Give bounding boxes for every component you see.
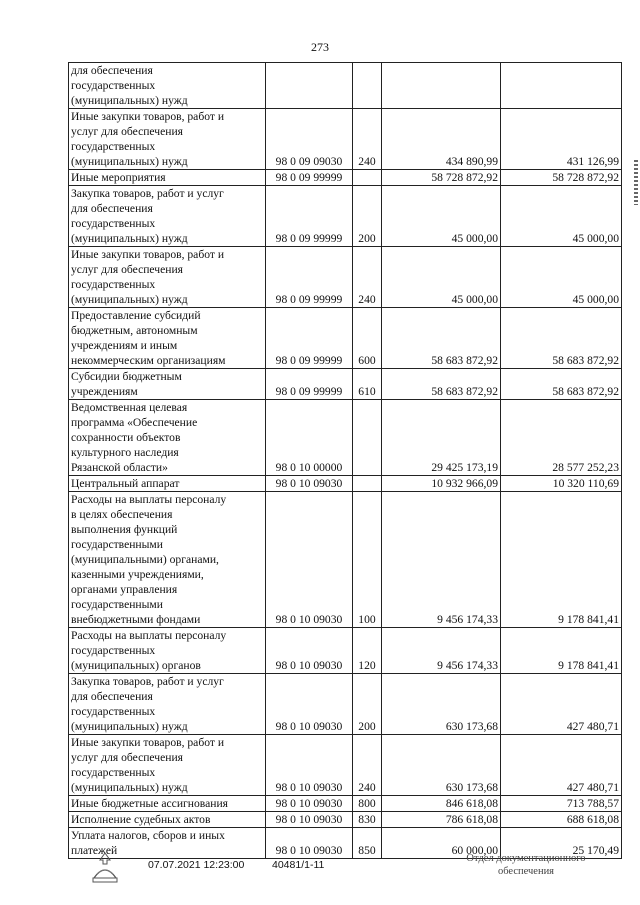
footer-doc-number: 40481/1-11 [272,859,325,871]
target-article-code-cell: 98 0 09 99999 [266,247,353,308]
expense-name-line: бюджетным, автономным [71,324,198,337]
expense-name-line: для обеспечения [71,202,153,215]
expense-type-cell: 120 [353,628,382,674]
expense-type-cell: 200 [353,186,382,247]
actual-amount-cell: 427 480,71 [501,674,622,735]
expense-name-line: Закупка товаров, работ и услуг [71,187,224,200]
expense-name-line: государственных [71,140,156,153]
expense-name-cell [69,492,266,628]
table-row [69,186,622,247]
expense-name-line: для обеспечения [71,690,153,703]
expense-name-line: культурного наследия [71,446,179,459]
expense-name-line: Иные мероприятия [71,171,166,184]
expense-type-cell: 200 [353,674,382,735]
expense-name-line: Иные закупки товаров, работ и [71,248,225,261]
plan-amount-cell: 9 456 174,33 [382,492,501,628]
actual-amount-cell: 427 480,71 [501,735,622,796]
expense-name-cell [69,109,266,170]
plan-amount-cell: 786 618,08 [382,812,501,828]
expense-name-line: (муниципальных) нужд [71,232,188,245]
target-article-code-cell [266,63,353,109]
table-row [69,476,622,492]
actual-amount-cell: 45 000,00 [501,186,622,247]
expense-name-line: программа «Обеспечение [71,416,198,429]
expense-name-cell [69,170,266,186]
table-row [69,812,622,828]
actual-amount-cell: 28 577 252,23 [501,400,622,476]
plan-amount-cell: 58 683 872,92 [382,308,501,369]
stamp-line: обеспечения [497,866,555,877]
expense-name-line: государственных [71,79,156,92]
expense-name-cell [69,63,266,109]
expense-name-line: (муниципальных) нужд [71,781,188,794]
expense-name-cell [69,308,266,369]
expense-type-cell [353,400,382,476]
target-article-code-cell: 98 0 10 09030 [266,674,353,735]
table-row [69,400,622,476]
table-row [69,170,622,186]
target-article-code-cell: 98 0 09 99999 [266,170,353,186]
expense-name-line: (муниципальных) нужд [71,94,188,107]
expense-name-cell [69,628,266,674]
expense-name-line: выполнения функций [71,523,178,536]
expense-type-cell: 600 [353,308,382,369]
expense-name-line: платежей [71,844,118,857]
expense-name-line: сохранности объектов [71,431,181,444]
target-article-code-cell: 98 0 09 99999 [266,308,353,369]
expense-type-cell [353,63,382,109]
actual-amount-cell: 713 788,57 [501,796,622,812]
target-article-code-cell: 98 0 10 09030 [266,828,353,859]
expense-name-line: государственными [71,598,163,611]
actual-amount-cell: 58 683 872,92 [501,369,622,400]
plan-amount-cell: 630 173,68 [382,674,501,735]
target-article-code-cell: 98 0 09 09030 [266,109,353,170]
expense-type-cell: 830 [353,812,382,828]
expense-name-cell [69,796,266,812]
expense-name-cell [69,476,266,492]
table-row [69,109,622,170]
expense-name-line: государственных [71,644,156,657]
actual-amount-cell: 58 728 872,92 [501,170,622,186]
expense-name-line: учреждениям и иным [71,339,178,352]
expense-name-line: Расходы на выплаты персоналу [71,629,227,642]
expense-name-line: услуг для обеспечения [71,263,183,276]
actual-amount-cell: 688 618,08 [501,812,622,828]
expense-type-cell: 800 [353,796,382,812]
budget-table [68,62,622,859]
actual-amount-cell: 25 170,49 [501,828,622,859]
expense-name-cell [69,186,266,247]
expense-name-line: (муниципальных) нужд [71,720,188,733]
registry-logo-icon [88,850,122,884]
table-row [69,369,622,400]
expense-name-line: органами управления [71,583,178,596]
expense-name-line: Ведомственная целевая [71,401,188,414]
table-row [69,63,622,109]
expense-name-line: (муниципальных) нужд [71,155,188,168]
plan-amount-cell: 630 173,68 [382,735,501,796]
expense-name-line: Иные закупки товаров, работ и [71,736,225,749]
plan-amount-cell [382,63,501,109]
plan-amount-cell: 58 728 872,92 [382,170,501,186]
table-row [69,492,622,628]
expense-name-cell [69,674,266,735]
expense-name-cell [69,400,266,476]
expense-type-cell: 100 [353,492,382,628]
expense-name-line: для обеспечения [71,64,153,77]
plan-amount-cell: 846 618,08 [382,796,501,812]
expense-name-line: Закупка товаров, работ и услуг [71,675,224,688]
target-article-code-cell: 98 0 09 99999 [266,186,353,247]
expense-name-line: (муниципальных) нужд [71,293,188,306]
expense-name-line: услуг для обеспечения [71,125,183,138]
page-number: 273 [311,40,329,54]
stamp-line: Отдел документационного [466,853,586,864]
actual-amount-cell: 9 178 841,41 [501,492,622,628]
page-footer [0,848,640,898]
footer-date: 07.07.2021 12:23:00 [148,859,245,871]
actual-amount-cell: 9 178 841,41 [501,628,622,674]
plan-amount-cell: 10 932 966,09 [382,476,501,492]
expense-type-cell: 240 [353,247,382,308]
expense-name-line: Исполнение судебных актов [71,813,211,826]
target-article-code-cell: 98 0 10 09030 [266,476,353,492]
target-article-code-cell: 98 0 10 09030 [266,735,353,796]
expense-type-cell [353,476,382,492]
expense-name-line: Центральный аппарат [71,477,180,490]
expense-type-cell [353,170,382,186]
target-article-code-cell: 98 0 10 09030 [266,628,353,674]
table-row [69,247,622,308]
actual-amount-cell: 58 683 872,92 [501,308,622,369]
expense-name-cell [69,247,266,308]
table-row [69,735,622,796]
plan-amount-cell: 29 425 173,19 [382,400,501,476]
target-article-code-cell: 98 0 10 00000 [266,400,353,476]
expense-name-cell [69,735,266,796]
expense-name-line: государственных [71,278,156,291]
table-row [69,628,622,674]
expense-name-line: внебюджетными фондами [71,613,201,626]
expense-name-line: Иные бюджетные ассигнования [71,797,228,810]
expense-name-line: государственными [71,538,163,551]
table-row [69,674,622,735]
expense-name-cell [69,812,266,828]
expense-name-line: государственных [71,766,156,779]
actual-amount-cell: 10 320 110,69 [501,476,622,492]
expense-name-line: Рязанской области» [71,461,168,474]
expense-name-line: Расходы на выплаты персоналу [71,493,227,506]
plan-amount-cell: 9 456 174,33 [382,628,501,674]
target-article-code-cell: 98 0 10 09030 [266,492,353,628]
target-article-code-cell: 98 0 09 99999 [266,369,353,400]
table-row [69,796,622,812]
expense-name-line: услуг для обеспечения [71,751,183,764]
expense-type-cell: 850 [353,828,382,859]
plan-amount-cell: 45 000,00 [382,186,501,247]
table-row [69,308,622,369]
expense-name-cell [69,369,266,400]
expense-name-line: в целях обеспечения [71,508,173,521]
expense-name-line: Предоставление субсидий [71,309,201,322]
margin-scan-mark [634,160,638,205]
expense-name-line: государственных [71,705,156,718]
plan-amount-cell: 45 000,00 [382,247,501,308]
actual-amount-cell: 431 126,99 [501,109,622,170]
expense-type-cell: 240 [353,109,382,170]
expense-name-line: (муниципальными) органами, [71,553,219,566]
target-article-code-cell: 98 0 10 09030 [266,812,353,828]
actual-amount-cell [501,63,622,109]
expense-name-line: (муниципальных) органов [71,659,201,672]
expense-name-line: Иные закупки товаров, работ и [71,110,225,123]
expense-type-cell: 240 [353,735,382,796]
target-article-code-cell: 98 0 10 09030 [266,796,353,812]
actual-amount-cell: 45 000,00 [501,247,622,308]
expense-name-line: учреждениям [71,385,138,398]
expense-name-line: некоммерческим организациям [71,354,226,367]
department-stamp [446,852,606,878]
expense-name-line: Уплата налогов, сборов и иных [71,829,225,842]
expense-name-line: Субсидии бюджетным [71,370,182,383]
expense-name-line: казенными учреждениями, [71,568,204,581]
plan-amount-cell: 434 890,99 [382,109,501,170]
plan-amount-cell: 58 683 872,92 [382,369,501,400]
expense-name-line: государственных [71,217,156,230]
expense-type-cell: 610 [353,369,382,400]
plan-amount-cell: 60 000,00 [382,828,501,859]
